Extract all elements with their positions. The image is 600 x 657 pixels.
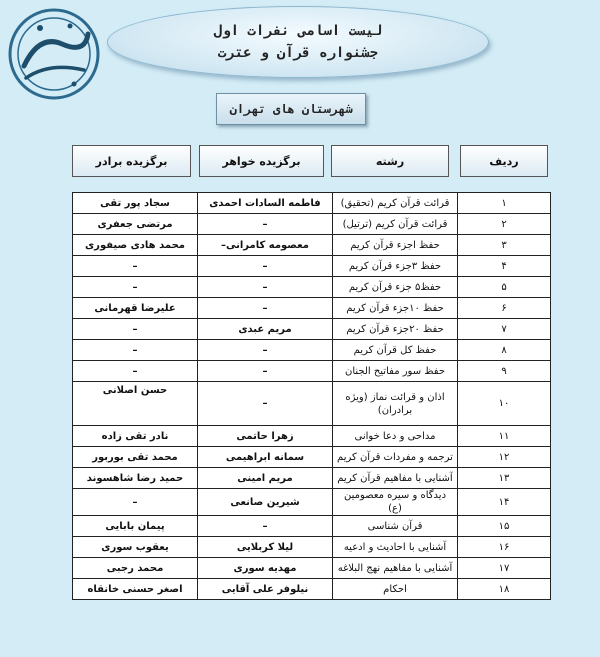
row-radif: ۱	[458, 193, 551, 214]
row-brother-winner: پیمان بابایی	[73, 516, 198, 537]
row-brother-winner: محمد تقی بوربور	[73, 447, 198, 468]
row-brother-winner: –	[73, 340, 198, 361]
row-radif: ۱۵	[458, 516, 551, 537]
table-row	[73, 214, 551, 235]
row-sister-winner: –	[198, 214, 333, 235]
row-radif: ۱۳	[458, 468, 551, 489]
row-sister-winner: نیلوفر علی آقایی	[198, 579, 333, 600]
row-sister-winner: –	[198, 277, 333, 298]
table-row	[73, 319, 551, 340]
row-radif: ۳	[458, 235, 551, 256]
row-field: آشنایی با احادیث و ادعیه	[333, 537, 458, 558]
row-brother-winner: –	[73, 319, 198, 340]
column-header-field: رشته	[331, 145, 449, 177]
table-row	[73, 489, 551, 516]
table-row	[73, 382, 551, 426]
row-radif: ۱۸	[458, 579, 551, 600]
row-radif: ۲	[458, 214, 551, 235]
table-row	[73, 558, 551, 579]
row-sister-winner: –	[198, 256, 333, 277]
festival-logo	[4, 4, 104, 104]
row-field: حفظ ۳جزء قرآن کریم	[333, 256, 458, 277]
row-brother-winner: اصغر حسنی خانقاه	[73, 579, 198, 600]
row-radif: ۹	[458, 361, 551, 382]
table-row	[73, 447, 551, 468]
row-brother-winner: یعقوب سوری	[73, 537, 198, 558]
row-field: دیدگاه و سیره معصومین (ع)	[333, 489, 458, 516]
row-brother-winner: محمد رجبی	[73, 558, 198, 579]
row-sister-winner: –	[198, 298, 333, 319]
column-header-sister: برگزیده خواهر	[199, 145, 324, 177]
table-row	[73, 256, 551, 277]
row-brother-winner: نادر تقی زاده	[73, 426, 198, 447]
region-label: شهرستان های تهران	[216, 93, 366, 125]
row-sister-winner: –	[198, 516, 333, 537]
row-field: حفظ۵ جزء قرآن کریم	[333, 277, 458, 298]
row-radif: ۱۰	[458, 382, 551, 426]
row-brother-winner: حسن اصلانی	[73, 382, 198, 426]
table-row	[73, 537, 551, 558]
row-sister-winner: لیلا کربلایی	[198, 537, 333, 558]
row-field: مداحی و دعا خوانی	[333, 426, 458, 447]
row-brother-winner: –	[73, 361, 198, 382]
row-field: قرائت قرآن کریم (تحقیق)	[333, 193, 458, 214]
row-radif: ۱۴	[458, 489, 551, 516]
table-row	[73, 277, 551, 298]
row-field: حفظ اجزء قرآن کریم	[333, 235, 458, 256]
row-brother-winner: –	[73, 489, 198, 516]
row-brother-winner: مرتضی جعفری	[73, 214, 198, 235]
row-radif: ۱۲	[458, 447, 551, 468]
table-row	[73, 340, 551, 361]
row-field: ترجمه و مفردات قرآن کریم	[333, 447, 458, 468]
row-sister-winner: مهدیه سوری	[198, 558, 333, 579]
row-radif: ۶	[458, 298, 551, 319]
row-sister-winner: –	[198, 382, 333, 426]
table-row	[73, 361, 551, 382]
winners-table	[72, 192, 551, 600]
row-radif: ۴	[458, 256, 551, 277]
row-field: اذان و قرائت نماز (ویژه برادران)	[333, 382, 458, 426]
title-banner	[107, 6, 489, 78]
row-brother-winner: حمید رضا شاهسوند	[73, 468, 198, 489]
row-sister-winner: فاطمه السادات احمدی	[198, 193, 333, 214]
row-radif: ۵	[458, 277, 551, 298]
row-field: آشنایی با مفاهیم قرآن کریم	[333, 468, 458, 489]
row-field: قرآن شناسی	[333, 516, 458, 537]
row-sister-winner: –	[198, 361, 333, 382]
row-sister-winner: معصومه کامرانی–	[198, 235, 333, 256]
row-field: قرائت قرآن کریم (ترتیل)	[333, 214, 458, 235]
table-row	[73, 298, 551, 319]
row-radif: ۷	[458, 319, 551, 340]
row-field: حفظ ۱۰جزء قرآن کریم	[333, 298, 458, 319]
table-row	[73, 193, 551, 214]
row-radif: ۸	[458, 340, 551, 361]
row-sister-winner: زهرا حاتمی	[198, 426, 333, 447]
row-sister-winner: –	[198, 340, 333, 361]
table-row	[73, 468, 551, 489]
row-field: احکام	[333, 579, 458, 600]
table-row	[73, 426, 551, 447]
row-sister-winner: سمانه ابراهیمی	[198, 447, 333, 468]
row-field: حفظ کل قرآن کریم	[333, 340, 458, 361]
row-field: حفظ سور مفاتیح الجنان	[333, 361, 458, 382]
row-brother-winner: سجاد پور تقی	[73, 193, 198, 214]
row-radif: ۱۶	[458, 537, 551, 558]
row-brother-winner: علیرضا قهرمانی	[73, 298, 198, 319]
row-sister-winner: مریم امینی	[198, 468, 333, 489]
row-radif: ۱۷	[458, 558, 551, 579]
row-sister-winner: شیرین صانعی	[198, 489, 333, 516]
column-header-radif: ردیف	[460, 145, 548, 177]
row-field: آشنایی با مفاهیم نهج البلاغه	[333, 558, 458, 579]
column-header-brother: برگزیده برادر	[72, 145, 191, 177]
row-brother-winner: –	[73, 277, 198, 298]
row-field: حفظ ۲۰جزء قرآن کریم	[333, 319, 458, 340]
table-row	[73, 579, 551, 600]
title-line-2: جشنواره قرآن و عترت	[217, 45, 379, 61]
title-line-1: لیست اسامی نفرات اول	[213, 23, 383, 39]
row-radif: ۱۱	[458, 426, 551, 447]
row-brother-winner: محمد هادی صیفوری	[73, 235, 198, 256]
table-row	[73, 235, 551, 256]
table-row	[73, 516, 551, 537]
row-brother-winner: –	[73, 256, 198, 277]
row-sister-winner: مریم عبدی	[198, 319, 333, 340]
